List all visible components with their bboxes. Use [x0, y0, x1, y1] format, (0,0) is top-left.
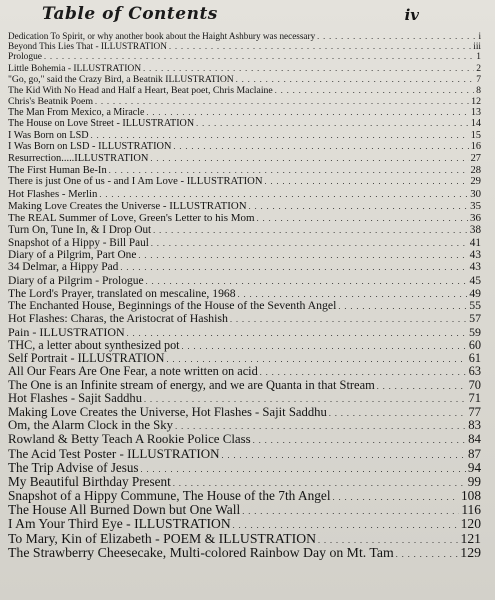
toc-entry-page: 27 [470, 152, 481, 164]
toc-entry-page: 15 [470, 129, 481, 141]
toc-entry-title: Rowland & Betty Teach A Rookie Police Class [8, 432, 251, 447]
toc-entry-title: The REAL Summer of Love, Green's Letter to his Mom [8, 212, 255, 225]
toc-entry-page: 116 [461, 502, 481, 518]
toc-entry-title: Beyond This Lies That - ILLUSTRATION [8, 41, 167, 52]
toc-entry-title: Hot Flashes - Merlin [8, 188, 98, 201]
toc-entry-page: 57 [469, 311, 481, 326]
toc-entry-title: Little Bohemia - ILLUSTRATION [8, 63, 142, 75]
toc-entry [8, 489, 481, 503]
toc-entry-title: Hot Flashes - Sajit Saddhu [8, 391, 142, 406]
dot-leader [109, 166, 469, 177]
toc-entry-page: 35 [470, 200, 481, 213]
toc-entry-page: 12 [471, 96, 481, 108]
toc-entry [8, 461, 481, 475]
page-title: Table of Contents [42, 4, 218, 24]
toc-entry [8, 433, 481, 447]
toc-entry-page: 108 [460, 487, 481, 503]
dot-leader [144, 392, 466, 405]
toc-entry-page: 45 [469, 273, 481, 287]
toc-entry-page: i [478, 31, 481, 41]
dot-leader [44, 53, 474, 62]
toc-entry-title: "Go, go," said the Crazy Bird, a Beatnik ILLUSTRATION [8, 73, 234, 85]
toc-entry [8, 419, 481, 433]
toc-entry-title: All Our Fears Are One Fear, a note written on acid [8, 364, 258, 379]
dot-leader [138, 250, 467, 261]
dot-leader [182, 339, 467, 351]
toc-entry-title: Making Love Creates the Universe - ILLUSTRATION [8, 200, 247, 213]
dot-leader [249, 201, 469, 212]
toc-entry [8, 475, 481, 489]
dot-leader [233, 517, 459, 531]
toc-entry-page: 49 [469, 286, 481, 300]
toc-entry-title: Pain - ILLUSTRATION [8, 325, 125, 340]
toc-entry-page: 30 [470, 188, 481, 201]
dot-leader [175, 419, 466, 432]
toc-entry-page: 83 [468, 418, 481, 433]
toc-entry-title: The Kid With No Head and Half a Heart, Beat poet, Chris Maclaine [8, 84, 273, 96]
toc-entry-title: Resurrection.....ILLUSTRATION [8, 152, 149, 164]
toc-entry [8, 503, 481, 517]
dot-leader [242, 503, 459, 516]
toc-entry [8, 546, 481, 561]
toc-entry-title: Diary of a Pilgrim - Prologue [8, 273, 144, 287]
dot-leader [146, 275, 468, 287]
toc-entry-title: I Was Born on LSD [8, 129, 89, 141]
dot-leader [151, 238, 468, 249]
dot-leader [166, 352, 466, 364]
toc-entry-title: Chris's Beatnik Poem [8, 96, 94, 108]
toc-entry [8, 532, 481, 547]
dot-leader [275, 86, 474, 96]
toc-entry-page: 99 [467, 473, 481, 489]
toc-entry-page: 43 [469, 248, 481, 261]
toc-entry-page: 14 [470, 118, 481, 130]
toc-entry [8, 365, 481, 378]
toc-entry-title: The Acid Test Poster - ILLUSTRATION [8, 445, 220, 461]
dot-leader [253, 433, 466, 446]
toc-entry-title: The Man From Mexico, a Miracle [8, 107, 145, 119]
toc-entry-page: 29 [470, 176, 481, 188]
toc-entry-page: 63 [468, 364, 481, 379]
dot-leader [173, 475, 466, 488]
toc-entry [8, 406, 481, 420]
toc-entry [8, 379, 481, 392]
toc-entry-title: The House All Burned Down but One Wall [8, 502, 241, 518]
dot-leader [260, 365, 467, 377]
toc-entry-title: 34 Delmar, a Hippy Pad [8, 261, 119, 274]
toc-entry-title: To Mary, Kin of Elizabeth - POEM & ILLUSTRATION [8, 530, 316, 546]
toc-entry-page: iii [473, 41, 481, 52]
dot-leader [265, 177, 469, 188]
dot-leader [222, 447, 466, 460]
toc-entry-title: Dedication To Spirit, or why another book about the Haight Ashbury was necessary [8, 31, 316, 41]
toc-entry-page: 55 [469, 299, 481, 313]
toc-entry-title: Prologue [8, 52, 42, 63]
toc-entry-page: 16 [470, 141, 481, 153]
dot-leader [236, 75, 474, 85]
dot-leader [120, 262, 467, 273]
toc-entry-title: The Enchanted House, Beginnings of the House of the Seventh Angel [8, 299, 337, 313]
toc-entry-page: 28 [470, 164, 481, 176]
toc-entry-page: 8 [476, 84, 481, 96]
dot-leader [196, 119, 469, 129]
dot-leader [238, 288, 468, 300]
toc-entry-title: The Lord's Prayer, translated on mescaline, 1968 [8, 286, 236, 300]
toc-entry-title: THC, a letter about synthesized pot [8, 338, 180, 353]
dot-leader [141, 461, 466, 474]
toc-entry-page: 13 [471, 107, 481, 119]
toc-entry [8, 225, 481, 237]
dot-leader [396, 546, 459, 560]
toc-entry-page: 70 [468, 377, 481, 392]
dot-leader [173, 142, 468, 152]
toc-entry-page: 120 [460, 516, 481, 532]
dot-leader [95, 97, 469, 107]
toc-entry [8, 392, 481, 406]
toc-entry-page: 43 [469, 261, 481, 274]
toc-entry [8, 517, 481, 531]
page-header [8, 4, 481, 32]
toc-entry-title: Diary of a Pilgrim, Part One [8, 248, 137, 261]
toc-entry-page: 129 [460, 545, 481, 561]
toc-entry-page: 94 [467, 459, 481, 475]
toc-entry-page: 84 [468, 432, 481, 447]
toc-entry-page: 38 [469, 224, 481, 237]
dot-leader [317, 32, 476, 41]
toc-entry-page: 121 [460, 530, 481, 546]
toc-entry-title: Snapshot of a Hippy Commune, The House of the 7th Angel [8, 487, 331, 503]
toc-entry-page: 7 [476, 73, 481, 85]
toc-entry-page: 36 [470, 212, 481, 225]
dot-leader [127, 326, 467, 338]
toc-entry-title: The Trip Advise of Jesus [8, 459, 139, 475]
dot-leader [143, 64, 474, 74]
toc-entry-page: 77 [468, 404, 481, 419]
toc-entry-page: 60 [468, 338, 481, 353]
toc-entry [8, 32, 481, 43]
toc-list [8, 32, 481, 561]
toc-entry-title: The One is an Infinite stream of energy, and we are Quanta in that Stream [8, 377, 375, 392]
toc-entry-title: The House on Love Street - ILLUSTRATION [8, 118, 195, 130]
dot-leader [150, 154, 468, 164]
dot-leader [230, 313, 467, 325]
toc-entry-title: Self Portrait - ILLUSTRATION [8, 351, 165, 366]
toc-entry [8, 447, 481, 461]
toc-entry-page: 71 [468, 391, 481, 406]
dot-leader [99, 189, 468, 200]
toc-entry-page: 61 [468, 351, 481, 366]
toc-entry-title: Hot Flashes: Charas, the Aristocrat of Hashish [8, 311, 228, 326]
dot-leader [91, 131, 469, 141]
toc-entry-title: The First Human Be-In [8, 164, 107, 176]
toc-entry-page: 59 [469, 325, 481, 340]
dot-leader [338, 300, 467, 312]
toc-entry-title: My Beautiful Birthday Present [8, 473, 171, 489]
toc-entry-page: 41 [469, 236, 481, 249]
toc-entry-page: 87 [468, 445, 481, 461]
toc-entry-title: Turn On, Tune In, & I Drop Out [8, 224, 152, 237]
dot-leader [153, 225, 468, 236]
toc-entry [8, 154, 481, 166]
toc-entry [8, 275, 481, 288]
toc-entry-title: There is just One of us - and I Am Love - ILLUSTRATION [8, 176, 263, 188]
dot-leader [169, 43, 471, 52]
dot-leader [318, 532, 458, 546]
toc-entry-page: 1 [476, 52, 481, 63]
dot-leader [333, 489, 459, 502]
dot-leader [257, 213, 468, 224]
dot-leader [377, 379, 467, 391]
toc-entry-title: I Am Your Third Eye - ILLUSTRATION [8, 516, 231, 532]
toc-entry-title: Making Love Creates the Universe, Hot Flashes - Sajit Saddhu [8, 404, 327, 419]
toc-entry-title: I Was Born on LSD - ILLUSTRATION [8, 141, 172, 153]
dot-leader [146, 108, 469, 118]
dot-leader [329, 406, 466, 419]
toc-entry-title: The Strawberry Cheesecake, Multi-colored Rainbow Day on Mt. Tam [8, 545, 394, 561]
toc-entry [8, 43, 481, 54]
toc-entry-title: Om, the Alarm Clock in the Sky [8, 418, 174, 433]
page-number: iv [404, 6, 419, 24]
toc-entry-title: Snapshot of a Hippy - Bill Paul [8, 236, 149, 249]
toc-entry-page: 2 [476, 63, 481, 75]
